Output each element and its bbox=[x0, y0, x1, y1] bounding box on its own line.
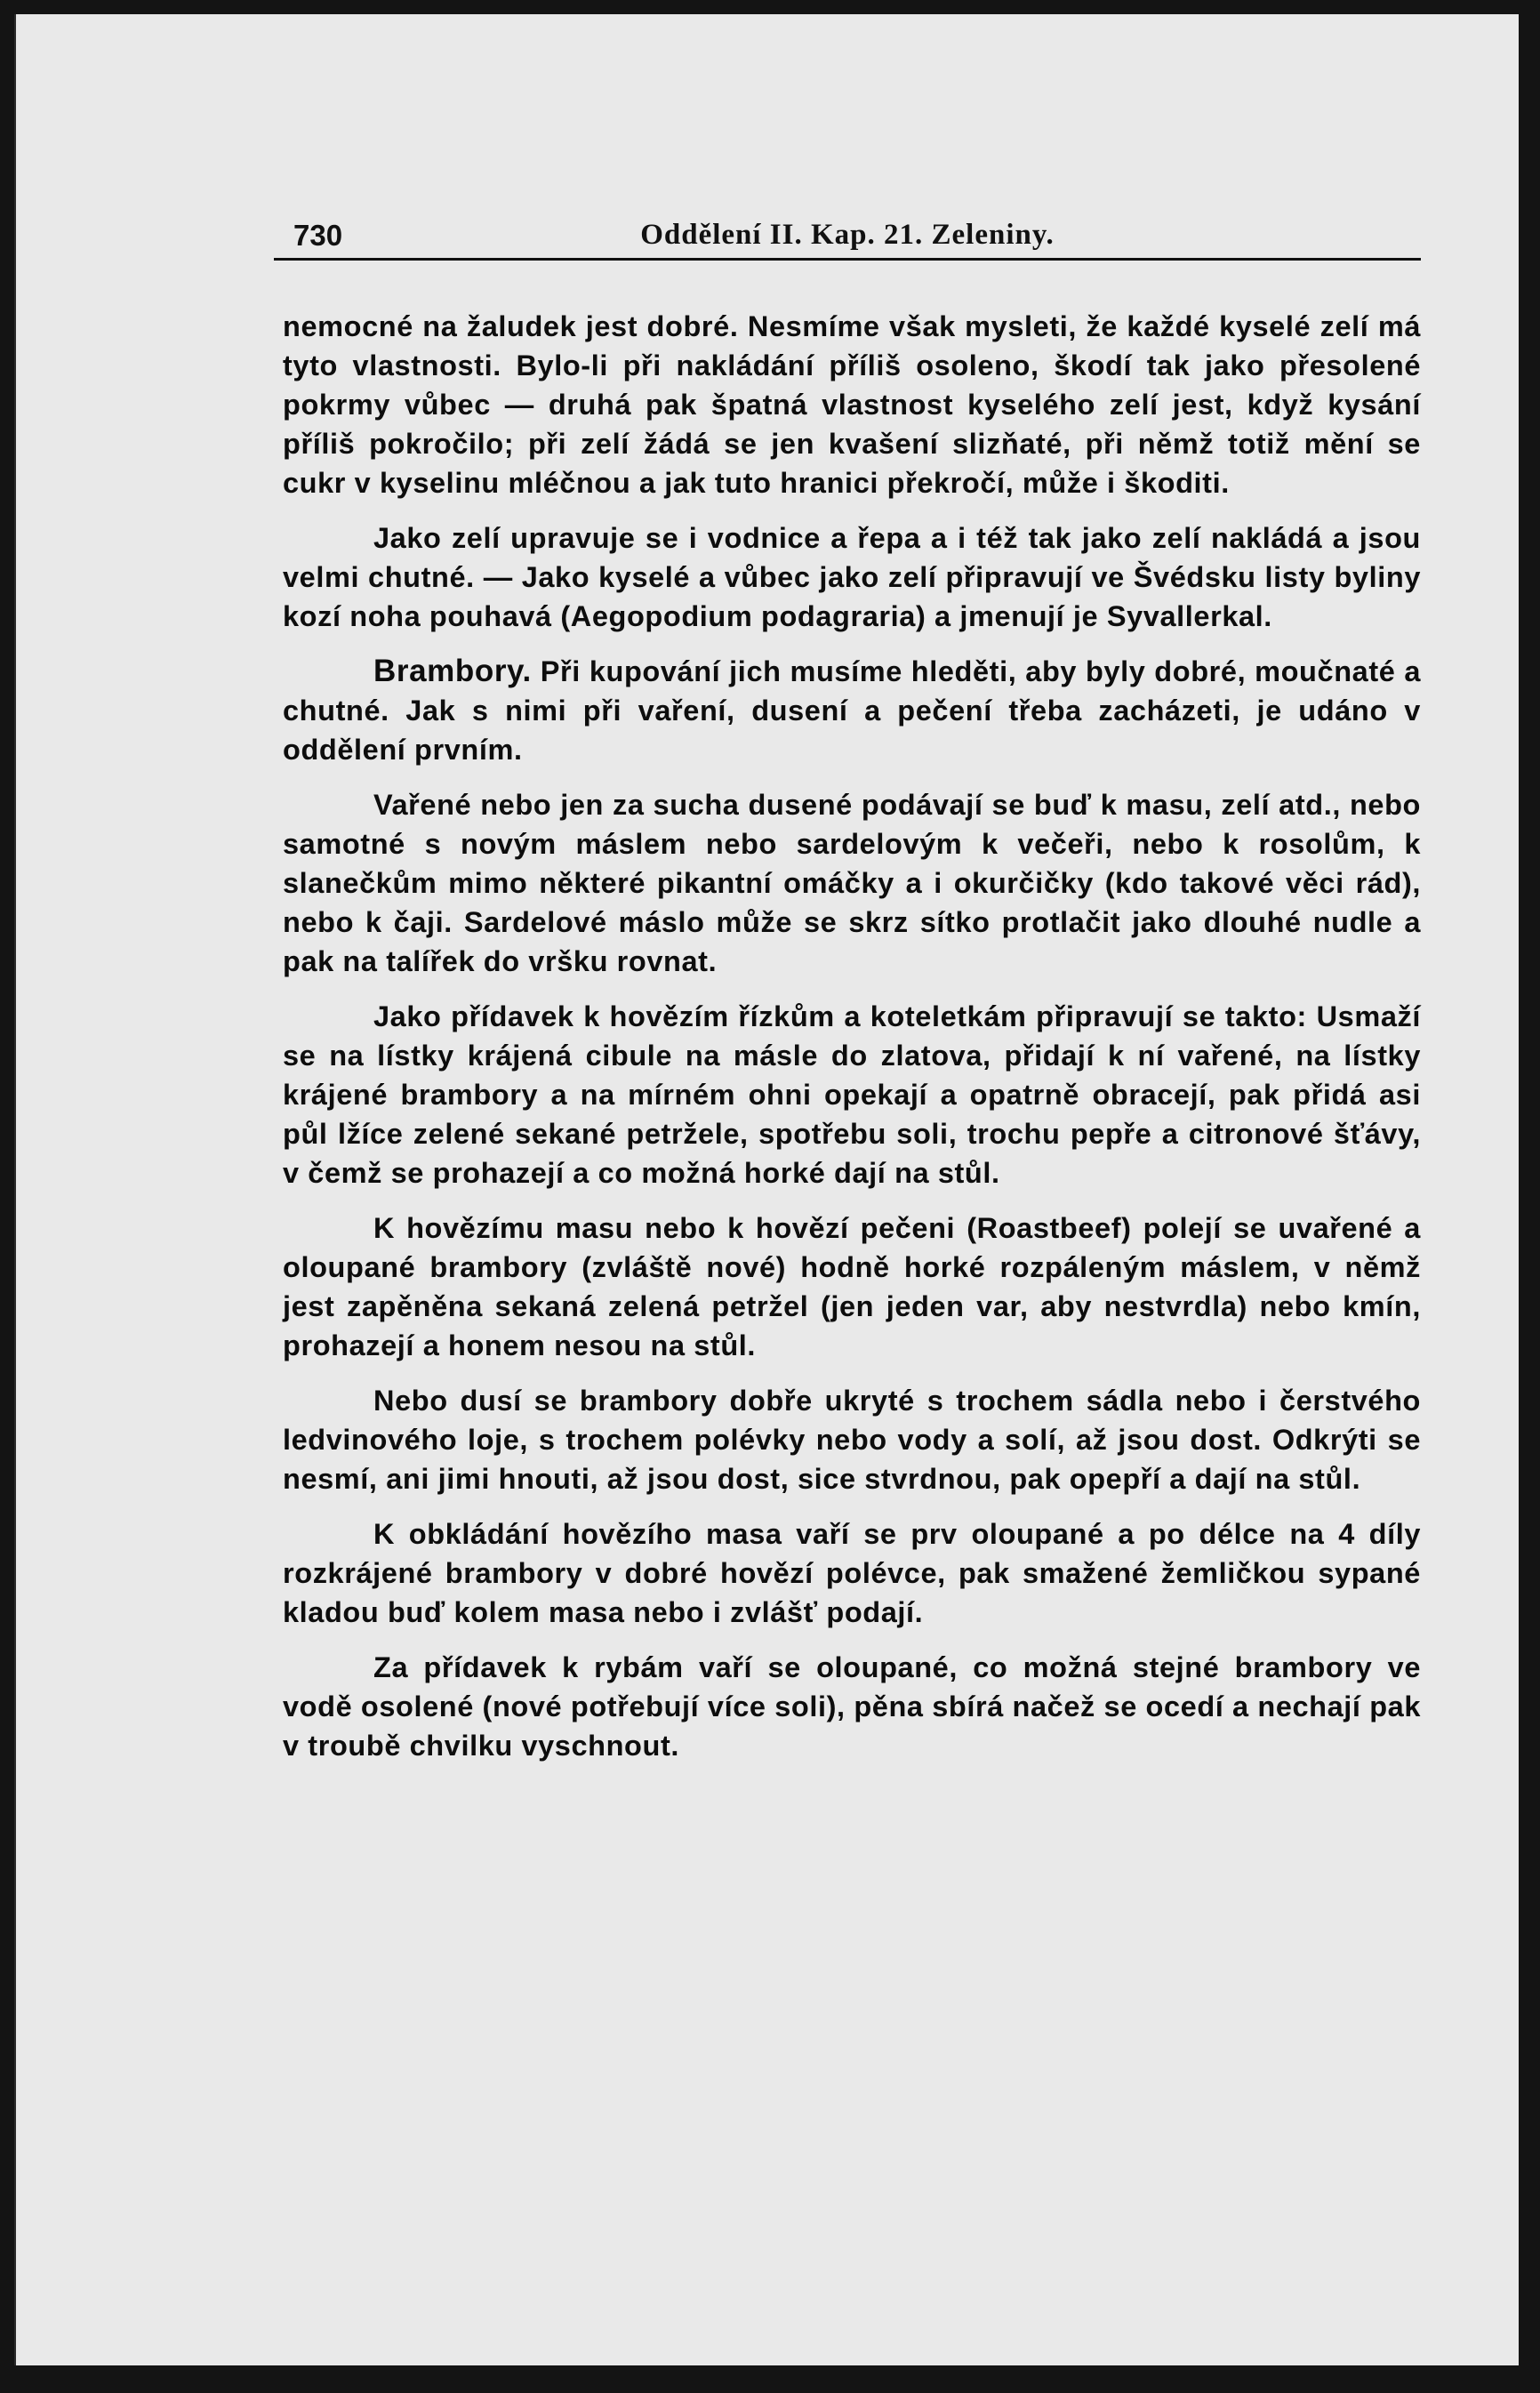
paragraph: Brambory. Při kupování jich musíme hleděti, aby byly dobré, moučnaté a chutné. Jak s nimi při vaření, dusení a pečení třeba zacházeti, je udáno v oddělení prvním. bbox=[283, 654, 1421, 766]
paragraph: Vařené nebo jen za sucha dusené podávají se buď k masu, zelí atd., nebo samotné s novým máslem nebo sardelovým k večeři, nebo k rosolům, k slanečkům mimo některé pikantní omáčky a i okurčičky (kdo takové věci rád), nebo k čaji. Sardelové máslo může se skrz sítko protlačit jako dlouhé nudle a pak na talířek do vršku rovnat. bbox=[283, 789, 1421, 977]
section-heading: Brambory. bbox=[373, 654, 532, 688]
paragraph: nemocné na žaludek jest dobré. Nesmíme však mysleti, že každé kyselé zelí má tyto vlastnosti. Bylo-li při nakládání příliš osoleno, škodí tak jako přesolené pokrmy vůbec — druhá pak špatná vlastnost kyselého zelí jest, když kysání příliš pokročilo; při zelí žádá se jen kvašení slizňaté, při němž totiž mění se cukr v kyselinu mléčnou a jak tuto hranici překročí, může i škoditi. bbox=[283, 310, 1421, 499]
paragraph: Jako zelí upravuje se i vodnice a řepa a i též tak jako zelí nakládá a jsou velmi chutné. — Jako kyselé a vůbec jako zelí připravují ve Švédsku listy byliny kozí noha pouhavá (Aegopodium podagraria) a jmenují je Syvallerkal. bbox=[283, 522, 1421, 632]
body-text bbox=[283, 307, 1421, 1765]
page-content bbox=[274, 215, 1421, 1781]
paragraph: Nebo dusí se brambory dobře ukryté s trochem sádla nebo i čerstvého ledvinového loje, s trochem polévky nebo vody a solí, až jsou dost. Odkrýti se nesmí, ani jimi hnouti, až jsou dost, sice stvrdnou, pak opepří a dají na stůl. bbox=[283, 1385, 1421, 1495]
paragraph: K hovězímu masu nebo k hovězí pečeni (Roastbeef) polejí se uvařené a oloupané brambory (zvláště nové) hodně horké rozpáleným máslem, v němž jest zapěněna sekaná zelená petržel (jen jeden var, aby nestvrdla) nebo kmín, prohazejí a honem nesou na stůl. bbox=[283, 1212, 1421, 1361]
page-header bbox=[274, 215, 1421, 261]
paragraph: K obkládání hovězího masa vaří se prv oloupané a po délce na 4 díly rozkrájené brambory v dobré hovězí polévce, pak smažené žemličkou sypané kladou buď kolem masa nebo i zvlášť podají. bbox=[283, 1518, 1421, 1628]
page-number: 730 bbox=[293, 219, 343, 252]
scanned-page bbox=[14, 14, 1519, 2365]
running-head: Oddělení II. Kap. 21. Zeleniny. bbox=[640, 219, 1055, 251]
paragraph: Jako přídavek k hovězím řízkům a koteletkám připravují se takto: Usmaží se na lístky krájená cibule na másle do zlatova, přidají k ní vařené, na lístky krájené brambory a na mírném ohni opekají a opatrně obracejí, pak přidá asi půl lžíce zelené sekané petržele, spotřebu soli, trochu pepře a citronové šťávy, v čemž se prohazejí a co možná horké dají na stůl. bbox=[283, 1000, 1421, 1189]
paragraph: Za přídavek k rybám vaří se oloupané, co možná stejné brambory ve vodě osolené (nové potřebují více soli), pěna sbírá načež se ocedí a nechají pak v troubě chvilku vyschnout. bbox=[283, 1651, 1421, 1762]
